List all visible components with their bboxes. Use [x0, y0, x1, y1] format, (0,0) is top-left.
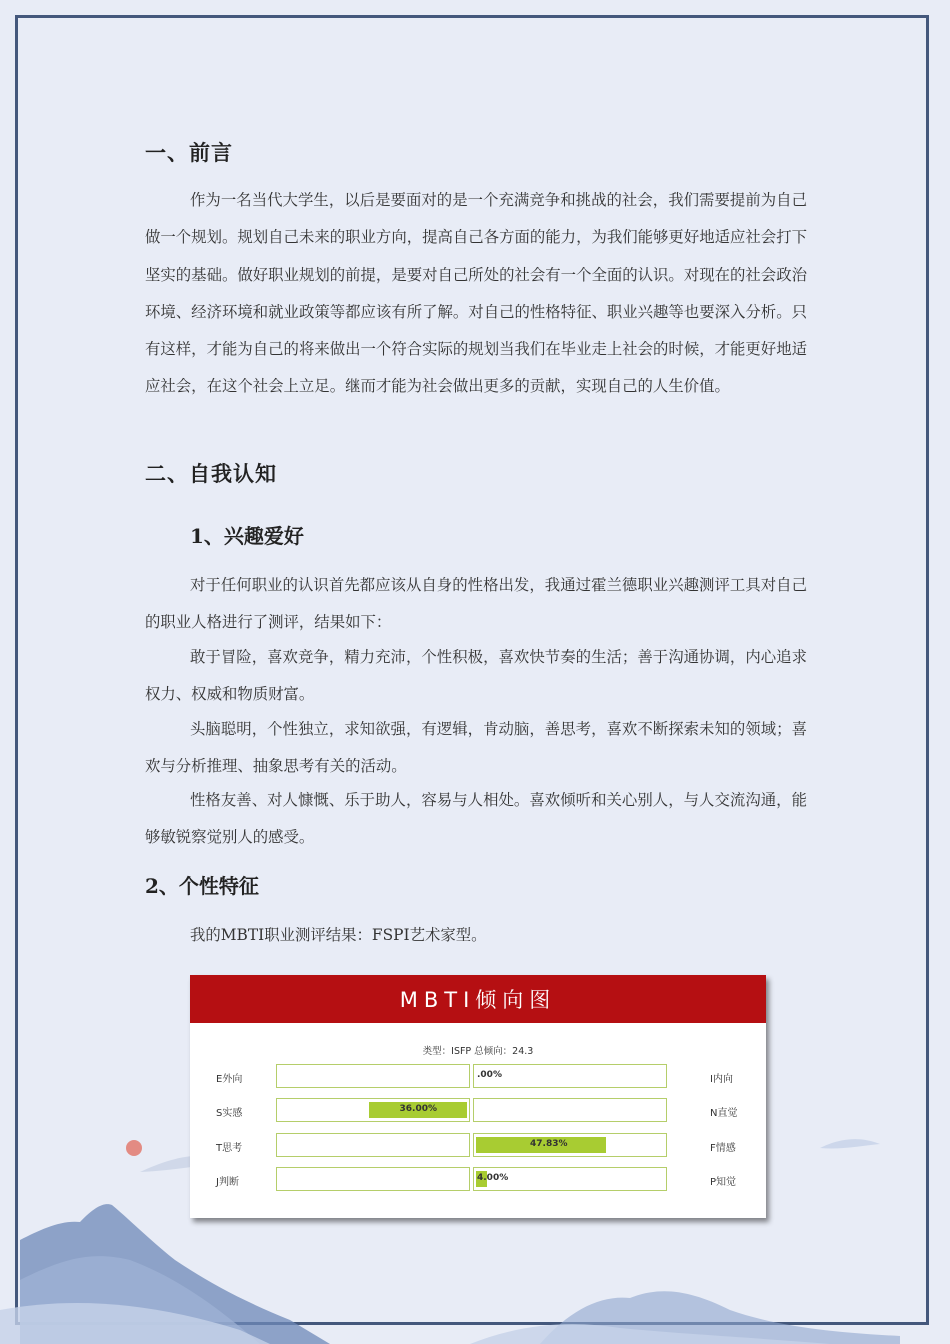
- mbti-bar-box-right: [473, 1167, 667, 1191]
- interests-paragraph-1: 对于任何职业的认识首先都应该从自身的性格出发，我通过霍兰德职业兴趣测评工具对自己的职业人格进行了测评，结果如下：: [145, 576, 807, 631]
- interests-paragraph-3: 头脑聪明，个性独立，求知欲强，有逻辑，肯动脑，善思考，喜欢不断探索未知的领域；喜欢与分析推理、抽象思考有关的活动。: [145, 720, 807, 775]
- mbti-bar-box-left: [276, 1133, 470, 1157]
- red-sun-icon: [126, 1140, 142, 1156]
- interests-paragraph-2: 敢于冒险，喜欢竞争，精力充沛，个性积极，喜欢快节奏的生活；善于沟通协调，内心追求权力、权威和物质财富。: [145, 648, 807, 703]
- mbti-bar-value: 36.00%: [399, 1104, 437, 1114]
- interests-paragraph-4: 性格友善、对人慷慨、乐于助人，容易与人相处。喜欢倾听和关心别人，与人交流沟通，能够敏锐察觉别人的感受。: [145, 791, 807, 846]
- mbti-bar-box-left: [276, 1098, 470, 1122]
- mbti-row: [190, 1167, 766, 1193]
- mbti-right-label: P知觉: [710, 1177, 737, 1188]
- section-heading-self-cognition: 二、自我认知: [145, 461, 277, 486]
- mbti-row: [190, 1133, 766, 1159]
- mbti-bar-value: 4.00%: [477, 1173, 509, 1183]
- mbti-right-label: F情感: [710, 1143, 736, 1154]
- mbti-left-label: S实感: [216, 1108, 243, 1119]
- mbti-bar-value: 47.83%: [530, 1139, 568, 1149]
- mbti-right-label: I内向: [710, 1074, 733, 1085]
- subsection-heading-personality: 2、个性特征: [145, 874, 259, 898]
- mbti-bar-box-right: [473, 1098, 667, 1122]
- mbti-left-label: T思考: [216, 1143, 243, 1154]
- mbti-right-label: N直觉: [710, 1108, 738, 1119]
- mbti-chart: [190, 975, 766, 1218]
- mbti-result-paragraph: 我的MBTI职业测评结果：FSPI艺术家型。: [190, 926, 487, 944]
- mbti-bar-box-left: [276, 1064, 470, 1088]
- subsection-heading-interests: 1、兴趣爱好: [190, 524, 304, 548]
- mbti-bar-box-left: [276, 1167, 470, 1191]
- section-heading-preface: 一、前言: [145, 140, 233, 165]
- preface-paragraph: 作为一名当代大学生，以后是要面对的是一个充满竞争和挑战的社会，我们需要提前为自己做一个规划。规划自己未来的职业方向，提高自己各方面的能力，为我们能够更好地适应社会打下坚实的基础。做好职业规划的前提，是要对自己所处的社会有一个全面的认识。对现在的社会政治环境、经济环境和就业政策等都应该有所了解。对自己的性格特征、职业兴趣等也要深入分析。只有这样，才能为自己的将来做出一个符合实际的规划当我们在毕业走上社会的时候，才能更好地适应社会，在这个社会上立足。继而才能为社会做出更多的贡献，实现自己的人生价值。: [145, 191, 807, 396]
- mbti-bar-value: .00%: [477, 1070, 502, 1080]
- mbti-left-label: E外向: [216, 1074, 243, 1085]
- mbti-left-label: J判断: [216, 1177, 239, 1188]
- mbti-bar-box-right: [473, 1133, 667, 1157]
- mbti-row: [190, 1064, 766, 1090]
- mbti-chart-summary: 类型：ISFP 总倾向：24.3: [422, 1046, 534, 1057]
- mbti-chart-title: MBTI倾向图: [190, 975, 766, 1023]
- mbti-bar-box-right: [473, 1064, 667, 1088]
- mbti-row: [190, 1098, 766, 1124]
